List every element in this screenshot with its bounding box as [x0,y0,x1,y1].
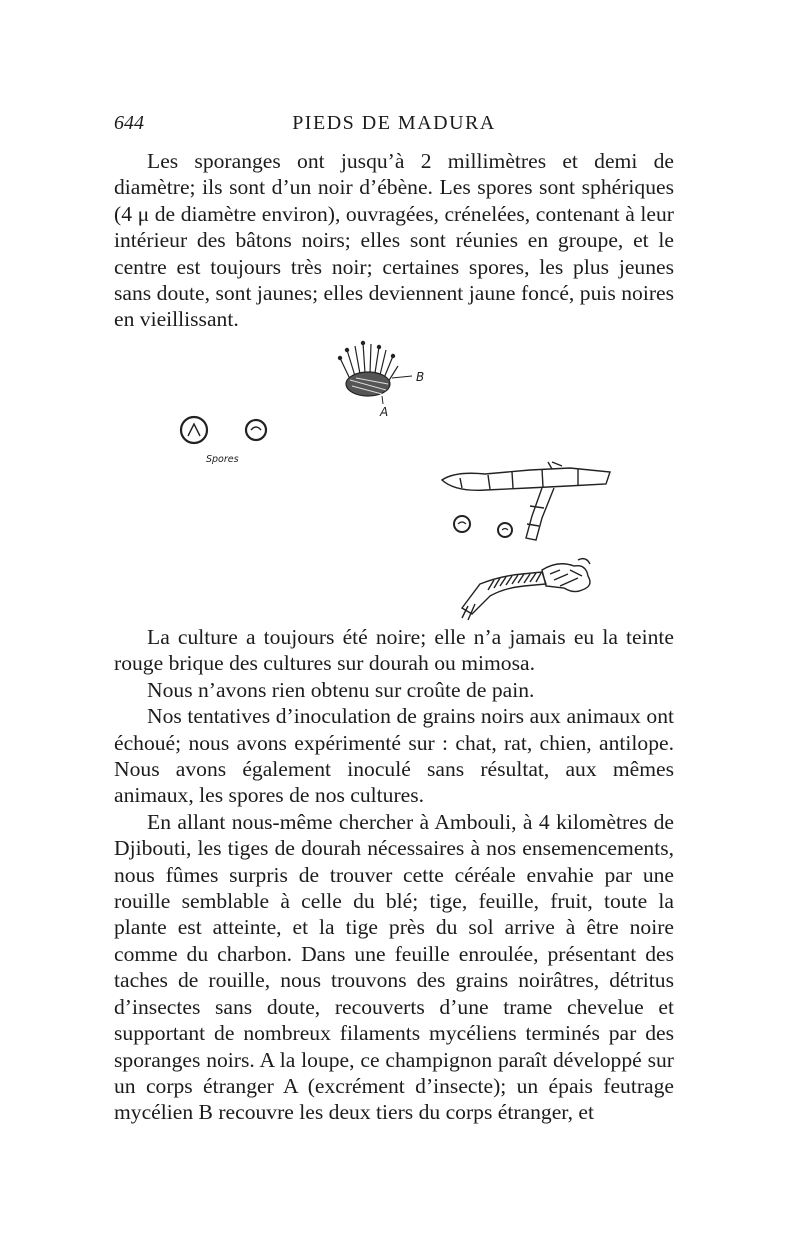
running-title: PIEDS DE MADURA [292,112,496,134]
hypha-drawing [442,462,610,540]
label-b: B [416,370,425,384]
paragraph: La culture a toujours été noire; elle n’a jamais eu la teinte rouge brique des cultures sur dourah ou mimosa. [114,625,674,676]
paragraph: Nous n’avons rien obtenu sur croûte de pain. [147,677,535,702]
label-a: A [380,405,389,419]
text-block-bottom [114,624,674,1126]
mycelium-illustration [150,338,650,628]
paragraph: Les sporanges ont jusqu’à 2 millimètres et demi de diamètre; ils sont d’un noir d’ébène. Les spores sont sphériques (4 μ de diamètre environ), ouvragées, crénelées, contenant à leur intérieur des bâtons noirs; elles sont réunies en groupe, et le centre est toujours très noir; certaines spores, les plus jeunes sans doute, sont jaunes; elles deviennent jaune foncé, puis noires en vieillissant. [114,149,674,332]
spores-drawing [181,417,266,443]
sporangium-drawing [338,341,412,404]
hatched-hypha-drawing [462,559,590,620]
paragraph: En allant nous-même chercher à Ambouli, à 4 kilomètres de Djibouti, les tiges de dourah nécessaires à nos ensemencements, nous fûmes surpris de trouver cette céréale envahie par une rouille semblable à celle du blé; tige, feuille, fruit, toute la plante est atteinte, et la tige près du sol arrive à être noire comme du charbon. Dans une feuille enroulée, présentant des taches de rouille, nous trouvons des grains noirâtres, détritus d’insectes sans doute, recouverts d’une trame chevelue et supportant de nombreux filaments mycéliens terminés par des sporanges noirs. A la loupe, ce champignon paraît développé sur un corps étranger A (excrément d’insecte); un épais feutrage mycélien B recouvre les deux tiers du corps étranger, et [114,809,674,1125]
paragraph: Nos tentatives d’inoculation de grains noirs aux animaux ont échoué; nous avons expérimenté sur : chat, rat, chien, antilope. Nous avons également inoculé sans résultat, aux mêmes animaux, les spores de nos cultures. [114,704,674,808]
label-spores: Spores [206,454,239,465]
page-header [114,112,674,142]
text-block-top [114,148,674,333]
page-number: 644 [114,112,144,134]
illustration-figure [150,338,650,628]
